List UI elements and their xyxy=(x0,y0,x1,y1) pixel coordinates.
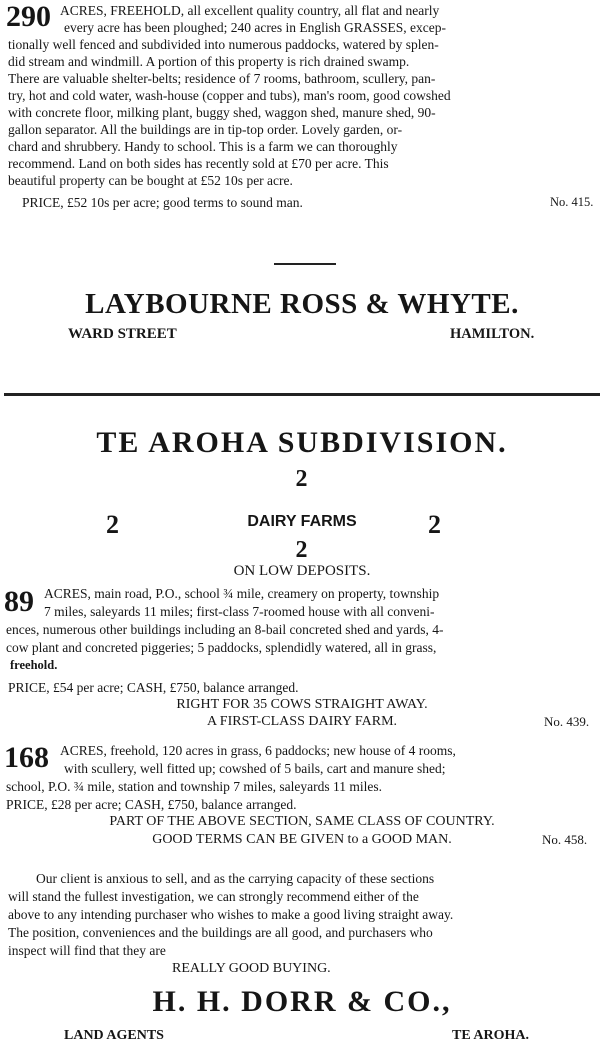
ad-text-line: recommend. Land on both sides has recently sold at £70 per acre. This xyxy=(8,156,389,171)
price-line: PRICE, £54 per acre; CASH, £750, balance arranged. xyxy=(8,680,299,695)
agent-street: WARD STREET xyxy=(68,326,177,342)
ad-text-line: did stream and windmill. A portion of this property is rich drained swamp. xyxy=(8,54,410,69)
count-numeral: 2 xyxy=(295,537,309,563)
count-numeral: 2 xyxy=(106,510,120,539)
ref-number: No. 415. xyxy=(550,195,594,209)
section-divider xyxy=(4,393,600,396)
subdivision-title: TE AROHA SUBDIVISION. xyxy=(96,426,508,459)
note-line: RIGHT FOR 35 COWS STRAIGHT AWAY. xyxy=(176,697,428,712)
ref-number: No. 439. xyxy=(544,714,590,729)
ad-text-line: 7 miles, saleyards 11 miles; first-class 7-roomed house with all conveni- xyxy=(44,604,435,619)
closing-text-line: The position, conveniences and the buildings are all good, and purchasers who xyxy=(8,925,433,940)
ad-text-line: every acre has been ploughed; 240 acres in English GRASSES, excep- xyxy=(64,20,447,35)
closing-emphasis: REALLY GOOD BUYING. xyxy=(172,961,331,976)
divider xyxy=(274,263,336,265)
subtitle-dairy-farms: DAIRY FARMS xyxy=(247,513,357,530)
agent-name: LAYBOURNE ROSS & WHYTE. xyxy=(85,288,519,320)
note-line: PART OF THE ABOVE SECTION, SAME CLASS OF COUNTRY. xyxy=(109,814,495,829)
agent-descriptor: LAND AGENTS xyxy=(64,1028,164,1043)
ad-text-line: ACRES, freehold, 120 acres in grass, 6 paddocks; new house of 4 rooms, xyxy=(60,743,456,758)
price-line: PRICE, £52 10s per acre; good terms to sound man. xyxy=(22,195,303,210)
ad-text-line: tionally well fenced and subdivided into numerous paddocks, watered by splen- xyxy=(8,37,439,52)
ad-text-line: There are valuable shelter-belts; residence of 7 rooms, bathroom, scullery, pan- xyxy=(8,71,436,86)
closing-text-line: Our client is anxious to sell, and as the carrying capacity of these sections xyxy=(36,871,435,886)
ad-text-line: gallon separator. All the buildings are in tip-top order. Lovely garden, or- xyxy=(8,122,403,137)
ad-text-line: try, hot and cold water, wash-house (copper and tubs), man's room, good cowshed xyxy=(8,88,451,103)
note-line: A FIRST-CLASS DAIRY FARM. xyxy=(206,714,398,729)
ad-text-line: with scullery, well fitted up; cowshed of 5 bails, cart and manure shed; xyxy=(64,761,446,776)
ad-text-line: ences, numerous other buildings including an 8-bail concreted shed and yards, 4- xyxy=(6,622,444,637)
lot-number: 290 xyxy=(6,0,51,33)
count-numeral: 2 xyxy=(428,510,442,539)
ad-text-line: beautiful property can be bought at £52 10s per acre. xyxy=(8,173,293,188)
deposits-line: ON LOW DEPOSITS. xyxy=(233,563,371,579)
agent-name: H. H. DORR & CO., xyxy=(152,985,452,1018)
lot-number: 168 xyxy=(4,741,49,774)
ad-text-line: freehold. xyxy=(10,658,58,672)
closing-text-line: above to any intending purchaser who wishes to make a good living straight away. xyxy=(8,907,454,922)
ad-text-line: ACRES, FREEHOLD, all excellent quality country, all flat and nearly xyxy=(60,3,440,18)
ref-number: No. 458. xyxy=(542,832,588,847)
ad-text-line: ACRES, main road, P.O., school ¾ mile, creamery on property, township xyxy=(44,586,440,601)
closing-text-line: will stand the fullest investigation, we can strongly recommend either of the xyxy=(8,889,419,904)
price-line: PRICE, £28 per acre; CASH, £750, balance arranged. xyxy=(6,797,297,812)
agent-town: TE AROHA. xyxy=(452,1028,530,1043)
ad-text-line: school, P.O. ¾ mile, station and township 7 miles, saleyards 11 miles. xyxy=(6,779,382,794)
count-numeral: 2 xyxy=(295,466,309,492)
ad-text-line: chard and shrubbery. Handy to school. This is a farm we can thoroughly xyxy=(8,139,398,154)
ad-text-line: with concrete floor, milking plant, buggy shed, waggon shed, manure shed, 90- xyxy=(8,105,436,120)
note-line: GOOD TERMS CAN BE GIVEN to a GOOD MAN. xyxy=(152,832,452,847)
closing-text-line: inspect will find that they are xyxy=(8,943,166,958)
lot-number: 89 xyxy=(4,585,34,618)
agent-town: HAMILTON. xyxy=(450,326,535,342)
ad-text-line: cow plant and concreted piggeries; 5 paddocks, splendidly watered, all in grass, xyxy=(6,640,437,655)
